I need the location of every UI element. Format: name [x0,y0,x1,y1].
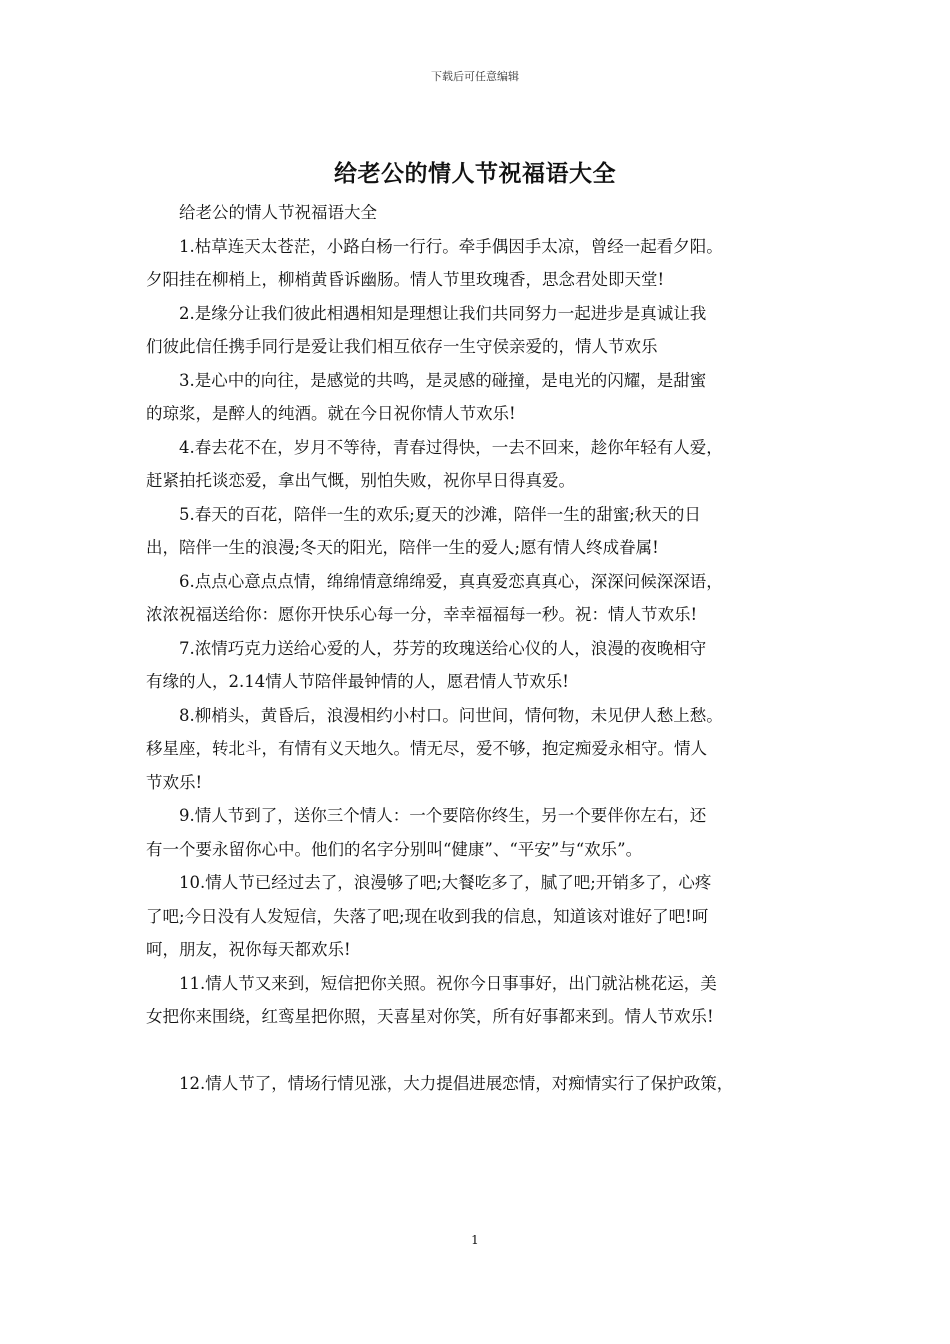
document-title: 给老公的情人节祝福语大全 [334,160,616,187]
page-number: 1 [471,1233,479,1247]
paragraph-5: 5.春天的百花，陪伴一生的欢乐;夏天的沙滩，陪伴一生的甜蜜;秋天的日 出，陪伴一生的浪漫;冬天的阳光，陪伴一生的爱人;愿有情人终成眷属! [146,504,701,557]
paragraph-10: 10.情人节已经过去了，浪漫够了吧;大餐吃多了，腻了吧;开销多了，心疼 了吧;今日没有人发短信，失落了吧;现在收到我的信息，知道该对谁好了吧!呵 呵，朋友，祝你每天都欢乐! [146,873,712,959]
paragraph-6: 6.点点心意点点情，绵绵情意绵绵爱，真真爱恋真真心，深深问候深深语， 浓浓祝福送给你：愿你开快乐心每一分，幸幸福福每一秒。祝：情人节欢乐! [146,571,723,624]
paragraph-9: 9.情人节到了，送你三个情人：一个要陪你终生，另一个要伴你左右，还 有一个要永留你心中。他们的名字分别叫“健康”、“平安”与“欢乐”。 [146,806,707,859]
paragraph-7: 7.浓情巧克力送给心爱的人，芬芳的玫瑰送给心仪的人，浪漫的夜晚相守 有缘的人，2.14情人节陪伴最钟情的人，愿君情人节欢乐! [146,638,707,691]
paragraph-2: 2.是缘分让我们彼此相遇相知是理想让我们共同努力一起进步是真诚让我 们彼此信任携手同行是爱让我们相互依存一生守侯亲爱的，情人节欢乐 [146,303,707,356]
paragraph-11: 11.情人节又来到，短信把你关照。祝你今日事事好，出门就沾桃花运，美 女把你来围绕，红鸾星把你照，天喜星对你笑，所有好事都来到。情人节欢乐! [146,973,717,1026]
paragraph-subtitle: 给老公的情人节祝福语大全 [179,203,377,222]
paragraph-1: 1.枯草连天太苍茫，小路白杨一行行。牵手偶因手太凉，曾经一起看夕阳。 夕阳挂在柳梢上，柳梢黄昏诉幽肠。情人节里玫瑰香，思念君处即天堂! [146,236,723,289]
paragraph-3: 3.是心中的向往，是感觉的共鸣，是灵感的碰撞，是电光的闪耀，是甜蜜 的琼浆，是醉人的纯酒。就在今日祝你情人节欢乐! [146,370,707,423]
paragraph-8: 8.柳梢头，黄昏后，浪漫相约小村口。问世间，情何物，未见伊人愁上愁。 移星座，转北斗，有情有义天地久。情无尽，爱不够，抱定痴爱永相守。情人 节欢乐! [146,705,723,792]
document-body [146,196,821,1101]
paragraph-4: 4.春去花不在，岁月不等待，青春过得快，一去不回来，趁你年轻有人爱， 赶紧拍托谈恋爱，拿出气慨，别怕失败，祝你早日得真爱。 [146,437,723,490]
paragraph-12: 12.情人节了，情场行情见涨，大力提倡进展恋情，对痴情实行了保护政策， [179,1074,734,1093]
header-note: 下载后可任意编辑 [431,70,519,83]
